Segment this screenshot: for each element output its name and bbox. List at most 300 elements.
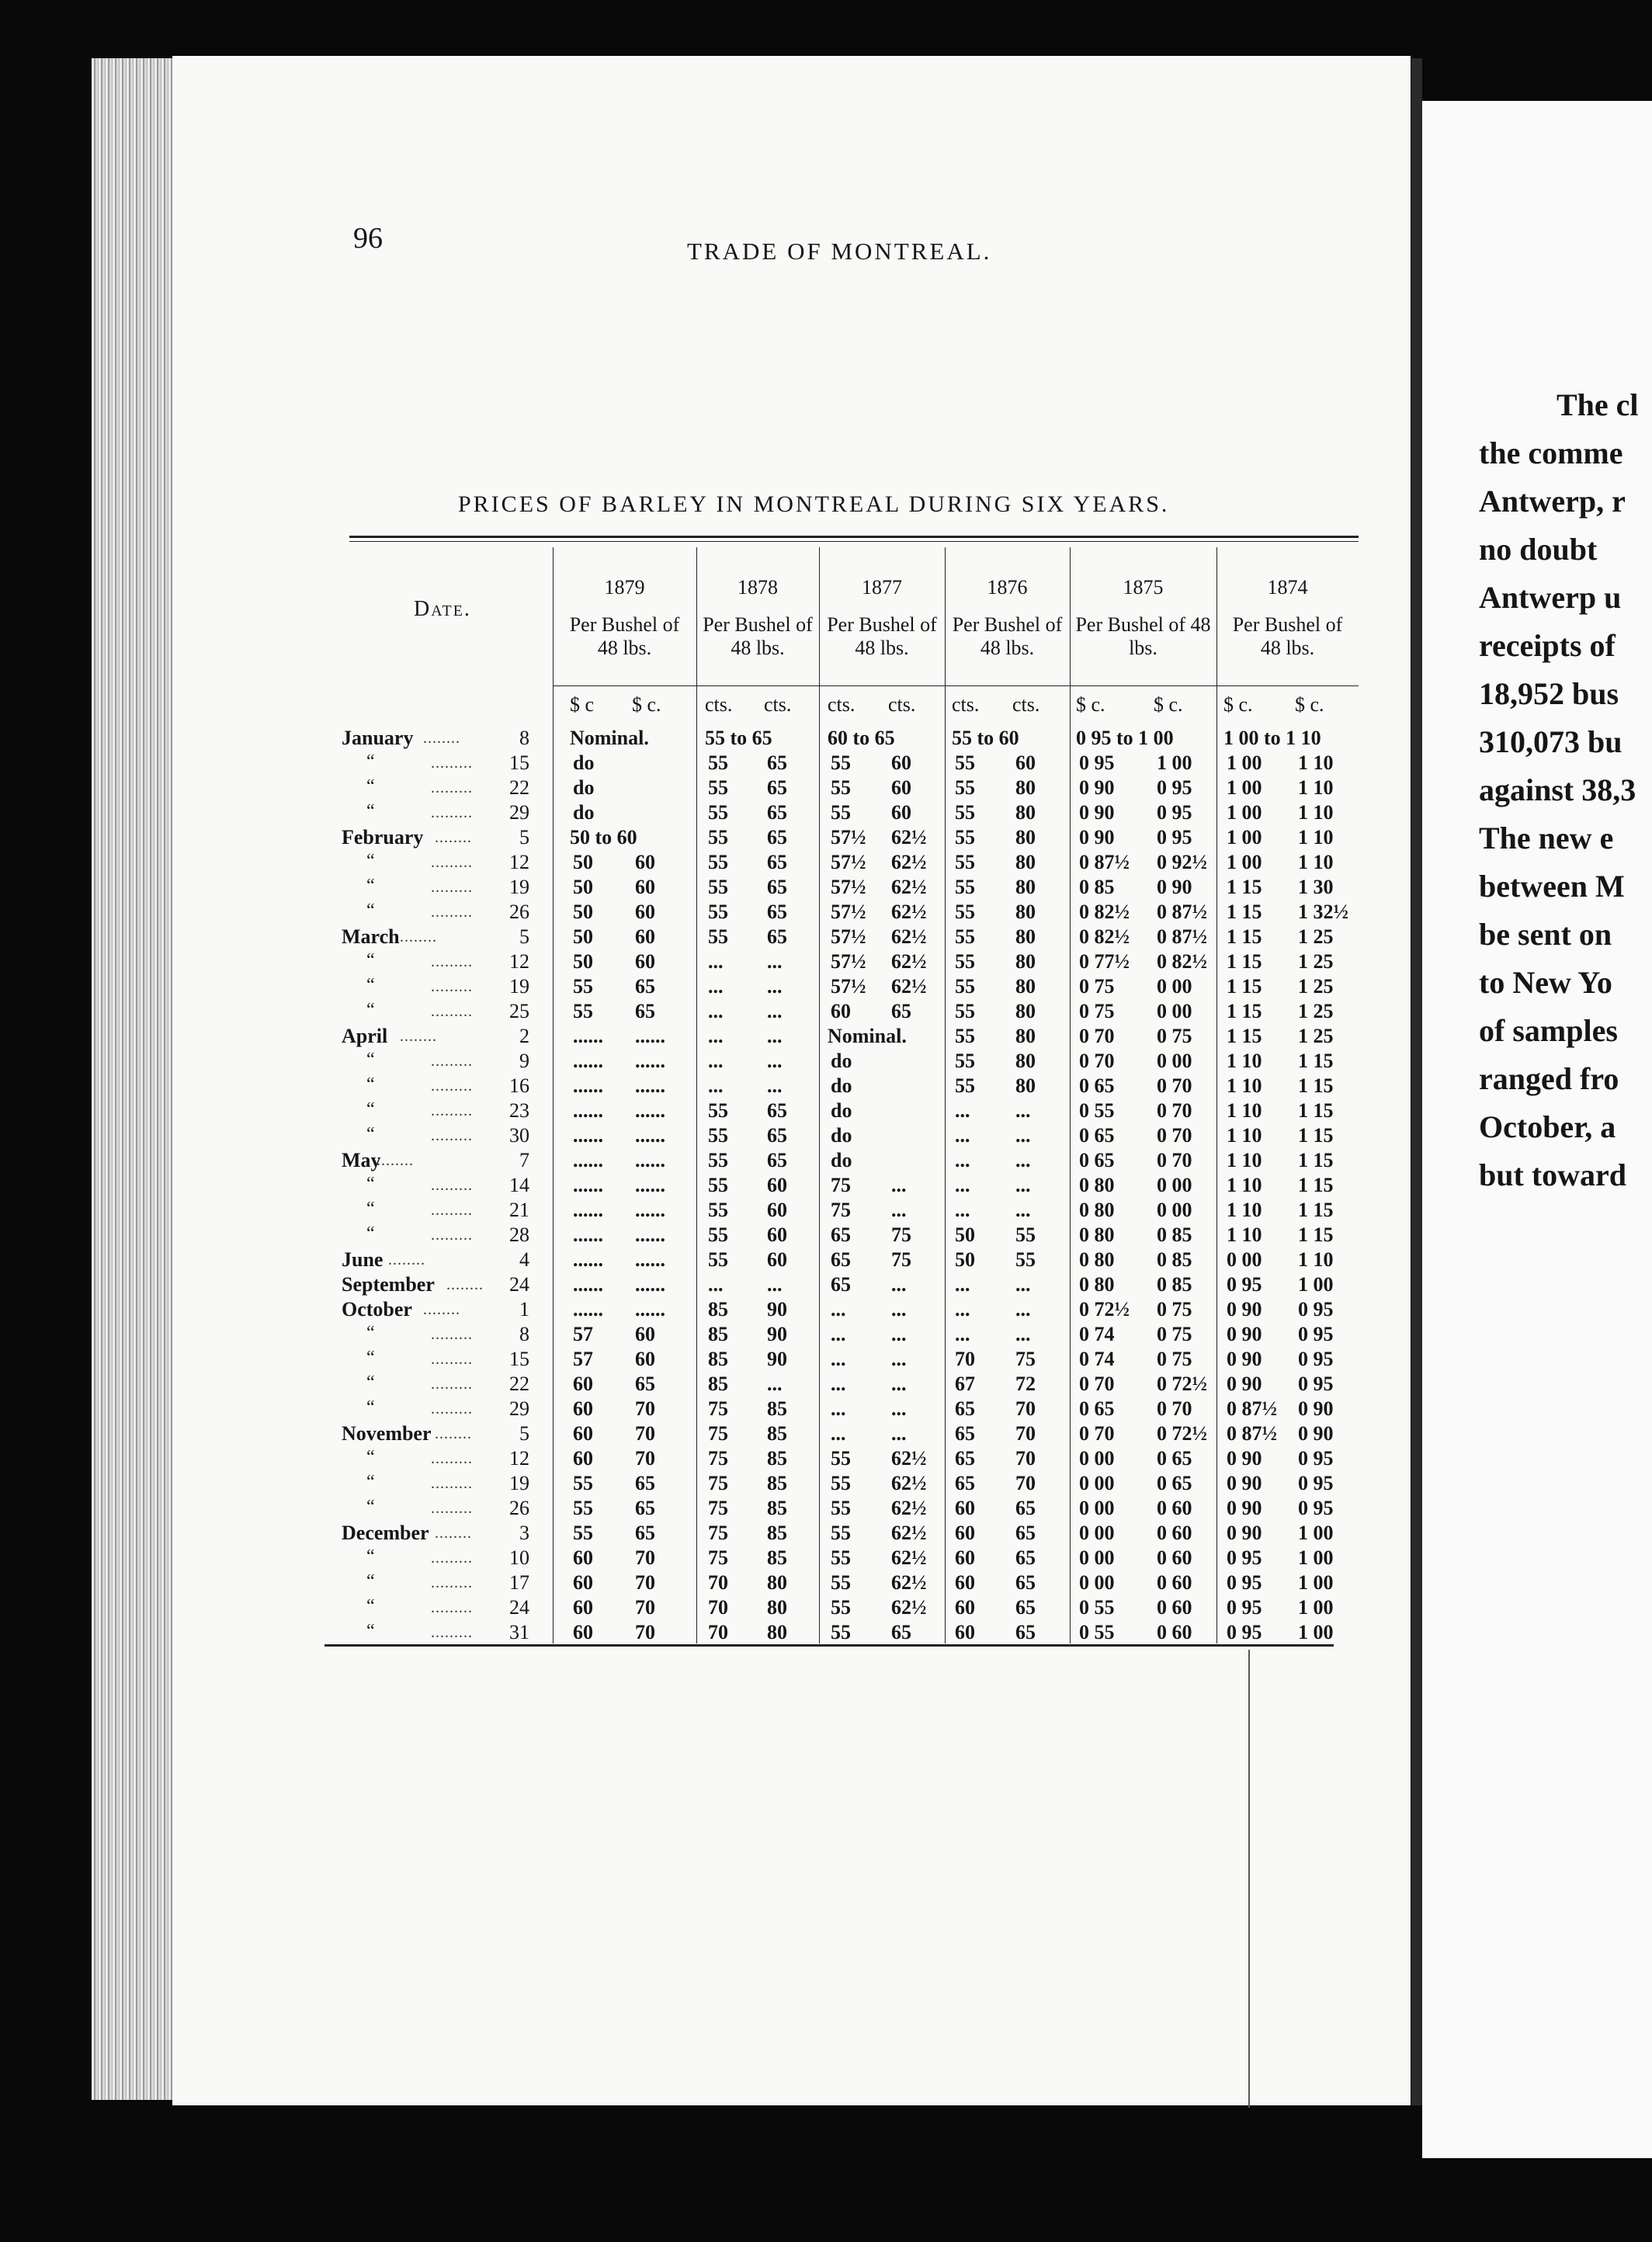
price-cell: 55 <box>831 1447 851 1470</box>
price-cell: 0 70 <box>1079 1422 1115 1445</box>
price-cell: 60 <box>767 1199 787 1221</box>
price-cell: 55 <box>708 876 728 898</box>
leader-dots: ......... <box>431 904 473 921</box>
price-cell: ...... <box>573 1149 603 1171</box>
price-cell: 90 <box>767 1323 787 1345</box>
price-cell: ...... <box>635 1074 665 1097</box>
year-header: 1875 <box>1123 576 1164 599</box>
price-cell: 70 <box>635 1571 655 1594</box>
price-cell: 55 <box>831 801 851 824</box>
leader-dots: ......... <box>431 755 473 772</box>
price-cell: 1 30 <box>1298 876 1334 898</box>
price-cell: ...... <box>635 1223 665 1246</box>
date-ditto-mark: “ <box>366 950 375 970</box>
date-day: 8 <box>519 1323 529 1345</box>
price-cell: 65 <box>767 801 787 824</box>
right-page-line: but toward <box>1479 1157 1627 1192</box>
price-cell: ... <box>767 975 783 998</box>
price-cell: 50 <box>573 925 593 948</box>
leader-dots: ......... <box>431 1550 473 1567</box>
price-cell: ... <box>708 1273 724 1296</box>
price-cell: 1 10 <box>1227 1199 1262 1221</box>
price-cell: 60 <box>955 1522 975 1544</box>
price-cell: 75 <box>708 1397 728 1420</box>
price-cell: 50 <box>955 1223 975 1246</box>
price-cell: 50 <box>573 851 593 873</box>
price-cell: ... <box>831 1373 846 1395</box>
price-cell: 0 95 <box>1227 1273 1262 1296</box>
price-cell: 85 <box>767 1472 787 1494</box>
price-cell: 1 15 <box>1227 901 1262 923</box>
price-cell: 0 80 <box>1079 1223 1115 1246</box>
price-cell: 65 <box>635 1472 655 1494</box>
price-cell: 75 <box>1015 1348 1036 1370</box>
money-unit-label: $ c. <box>1295 693 1324 716</box>
price-cell: 65 <box>891 1621 911 1643</box>
price-cell: 55 <box>831 751 851 774</box>
price-cell: 70 <box>635 1397 655 1420</box>
price-cell: 55 <box>955 801 975 824</box>
price-cell: 65 <box>1015 1497 1036 1519</box>
price-cell: 0 65 <box>1079 1397 1115 1420</box>
price-cell: 0 95 <box>1298 1373 1334 1395</box>
price-cell: ...... <box>635 1174 665 1196</box>
price-cell: 62½ <box>891 1522 927 1544</box>
price-cell: 0 85 <box>1157 1223 1192 1246</box>
date-ditto-mark: “ <box>366 1472 375 1492</box>
price-cell: 65 <box>831 1273 851 1296</box>
price-cell: 1 10 <box>1298 801 1334 824</box>
price-cell: 55 <box>1015 1223 1036 1246</box>
price-cell: 0 80 <box>1079 1248 1115 1271</box>
price-cell: 75 <box>831 1174 851 1196</box>
price-cell: 0 87½ <box>1227 1397 1277 1420</box>
price-cell: 1 00 <box>1227 801 1262 824</box>
price-cell: 60 <box>635 925 655 948</box>
price-cell: 62½ <box>891 1571 927 1594</box>
price-cell: 60 <box>573 1373 593 1395</box>
leader-dots: ........ <box>400 928 437 946</box>
price-cell: 70 <box>708 1621 728 1643</box>
price-cell: 1 32½ <box>1298 901 1348 923</box>
price-cell: 55 <box>955 876 975 898</box>
price-cell: ... <box>891 1273 907 1296</box>
price-cell: 65 <box>767 751 787 774</box>
date-day: 5 <box>519 925 529 948</box>
price-cell: 0 60 <box>1157 1497 1192 1519</box>
price-cell: 70 <box>635 1596 655 1619</box>
price-cell: 90 <box>767 1348 787 1370</box>
price-cell: 1 10 <box>1227 1124 1262 1147</box>
price-cell: 55 <box>955 975 975 998</box>
price-cell: 0 00 <box>1157 1050 1192 1072</box>
price-cell: 0 90 <box>1298 1397 1334 1420</box>
price-cell: 1 10 <box>1227 1099 1262 1122</box>
date-day: 16 <box>509 1074 529 1097</box>
date-ditto-mark: “ <box>366 1050 375 1070</box>
price-cell: 55 <box>573 1522 593 1544</box>
price-cell: 57½ <box>831 851 866 873</box>
price-cell: 60 <box>573 1397 593 1420</box>
price-cell: 0 55 <box>1079 1621 1115 1643</box>
date-day: 24 <box>509 1273 529 1296</box>
price-cell: 70 <box>1015 1447 1036 1470</box>
price-cell: 0 95 <box>1227 1546 1262 1569</box>
price-cell: 57½ <box>831 975 866 998</box>
date-month: October <box>342 1298 412 1321</box>
price-cell: 65 <box>767 1099 787 1122</box>
date-ditto-mark: “ <box>366 1323 375 1343</box>
price-cell: 57½ <box>831 950 866 973</box>
leader-dots: ......... <box>431 1326 473 1343</box>
price-cell: 0 87½ <box>1157 925 1207 948</box>
price-cell: 60 <box>635 1348 655 1370</box>
price-cell: 60 <box>891 801 911 824</box>
right-page-line: receipts of <box>1479 628 1616 663</box>
price-cell: 57½ <box>831 925 866 948</box>
price-cell: ... <box>955 1124 970 1147</box>
price-cell: 0 60 <box>1157 1571 1192 1594</box>
unit-header: Per Bushel of 48 lbs. <box>952 613 1063 659</box>
date-month: April <box>342 1025 388 1047</box>
price-cell: 1 10 <box>1227 1174 1262 1196</box>
price-cell: ...... <box>573 1025 603 1047</box>
price-cell: ...... <box>573 1074 603 1097</box>
price-cell: 50 <box>573 876 593 898</box>
price-cell: 0 00 <box>1157 975 1192 998</box>
date-ditto-mark: “ <box>366 776 375 796</box>
price-cell: 1 00 <box>1227 751 1262 774</box>
price-cell: 60 <box>955 1621 975 1643</box>
price-cell: 0 70 <box>1157 1149 1192 1171</box>
price-cell: ... <box>708 1074 724 1097</box>
price-cell: 57 <box>573 1323 593 1345</box>
date-month: March <box>342 925 400 948</box>
price-cell: 62½ <box>891 826 927 849</box>
date-month: February <box>342 826 424 849</box>
price-cell: 60 <box>573 1422 593 1445</box>
price-cell: ... <box>1015 1174 1031 1196</box>
price-cell: ...... <box>635 1273 665 1296</box>
price-cell: 0 70 <box>1079 1025 1115 1047</box>
price-cell: 0 85 <box>1079 876 1115 898</box>
price-cell: 55 <box>831 1621 851 1643</box>
price-cell: 0 95 <box>1227 1596 1262 1619</box>
price-cell: ... <box>1015 1149 1031 1171</box>
price-cell: 60 <box>573 1546 593 1569</box>
price-cell: ...... <box>635 1199 665 1221</box>
price-cell: 0 00 <box>1157 1174 1192 1196</box>
price-cell: ...... <box>573 1050 603 1072</box>
price-cell: 55 <box>955 826 975 849</box>
date-day: 29 <box>509 801 529 824</box>
date-ditto-mark: “ <box>366 876 375 896</box>
price-cell: ... <box>955 1273 970 1296</box>
leader-dots: ........ <box>423 730 460 747</box>
year-header: 1877 <box>862 576 902 599</box>
price-cell: 1 25 <box>1298 975 1334 998</box>
column-rule <box>1070 547 1071 1643</box>
price-cell: 1 00 <box>1298 1546 1334 1569</box>
leader-dots: ........ <box>423 1301 460 1318</box>
price-cell: 0 72½ <box>1157 1422 1207 1445</box>
price-cell: 0 95 <box>1298 1298 1334 1321</box>
price-cell: 75 <box>708 1546 728 1569</box>
date-day: 7 <box>519 1149 529 1171</box>
price-cell: 65 <box>767 1124 787 1147</box>
date-ditto-mark: “ <box>366 851 375 871</box>
date-day: 24 <box>509 1596 529 1619</box>
price-cell: 0 85 <box>1157 1248 1192 1271</box>
price-cell: 1 00 <box>1227 851 1262 873</box>
price-cell: 62½ <box>891 876 927 898</box>
date-ditto-mark: “ <box>366 1546 375 1567</box>
price-cell: 57 <box>573 1348 593 1370</box>
money-unit-label: cts. <box>888 693 916 716</box>
price-cell: 0 75 <box>1079 975 1115 998</box>
price-cell: 55 <box>831 1472 851 1494</box>
price-cell: 1 00 to 1 10 <box>1223 727 1321 749</box>
price-cell: 80 <box>1015 1025 1036 1047</box>
price-cell: do <box>573 801 595 824</box>
money-unit-label: $ c. <box>632 693 661 716</box>
price-cell: 0 65 <box>1079 1124 1115 1147</box>
price-cell: 0 95 <box>1298 1497 1334 1519</box>
price-cell: 0 74 <box>1079 1323 1115 1345</box>
price-cell: 65 <box>767 925 787 948</box>
price-cell: 60 <box>891 776 911 799</box>
price-cell: 65 <box>831 1223 851 1246</box>
price-cell: 65 <box>1015 1571 1036 1594</box>
right-page-line: no doubt <box>1479 532 1598 567</box>
right-page-line: Antwerp u <box>1479 580 1622 615</box>
price-cell: 85 <box>767 1397 787 1420</box>
price-cell: 85 <box>767 1497 787 1519</box>
price-cell: 0 90 <box>1227 1373 1262 1395</box>
date-day: 25 <box>509 1000 529 1022</box>
price-cell: 60 <box>635 876 655 898</box>
date-month: January <box>342 727 414 749</box>
price-cell: 62½ <box>891 925 927 948</box>
date-day: 5 <box>519 826 529 849</box>
price-cell: 55 <box>831 1546 851 1569</box>
price-cell: ...... <box>573 1298 603 1321</box>
price-cell: ...... <box>635 1124 665 1147</box>
money-unit-label: $ c. <box>1076 693 1105 716</box>
money-unit-label: $ c. <box>1154 693 1183 716</box>
leader-dots: ......... <box>431 1127 473 1144</box>
price-cell: 1 10 <box>1227 1050 1262 1072</box>
price-cell: 55 <box>708 801 728 824</box>
price-cell: 60 <box>635 901 655 923</box>
leader-dots: ......... <box>431 1574 473 1591</box>
date-header: Date. <box>414 597 471 621</box>
price-cell: 55 <box>831 1522 851 1544</box>
price-cell: 0 95 <box>1227 1621 1262 1643</box>
unit-header: Per Bushel of 48 lbs. <box>703 613 813 659</box>
price-cell: 1 15 <box>1227 950 1262 973</box>
price-cell: 60 <box>955 1546 975 1569</box>
price-cell: 75 <box>708 1497 728 1519</box>
price-cell: 0 00 <box>1079 1447 1115 1470</box>
right-page-line: 310,073 bu <box>1479 724 1622 759</box>
price-cell: 60 <box>635 1323 655 1345</box>
price-cell: 80 <box>767 1596 787 1619</box>
leader-dots: ......... <box>431 1624 473 1641</box>
price-cell: 1 00 <box>1157 751 1192 774</box>
price-cell: ... <box>955 1323 970 1345</box>
price-cell: ... <box>767 950 783 973</box>
price-cell: 70 <box>635 1546 655 1569</box>
price-cell: do <box>573 751 595 774</box>
price-cell: 65 <box>955 1472 975 1494</box>
price-cell: 0 75 <box>1157 1298 1192 1321</box>
date-day: 12 <box>509 1447 529 1470</box>
price-cell: 0 00 <box>1079 1472 1115 1494</box>
price-cell: ... <box>708 1025 724 1047</box>
price-cell: 0 74 <box>1079 1348 1115 1370</box>
price-cell: 60 <box>955 1497 975 1519</box>
price-cell: 1 15 <box>1298 1050 1334 1072</box>
price-cell: 0 92½ <box>1157 851 1207 873</box>
price-cell: 0 80 <box>1079 1273 1115 1296</box>
price-cell: ...... <box>635 1248 665 1271</box>
price-cell: ... <box>708 1000 724 1022</box>
price-cell: 0 90 <box>1227 1497 1262 1519</box>
price-cell: 0 75 <box>1157 1348 1192 1370</box>
price-cell: 0 90 <box>1227 1447 1262 1470</box>
price-cell: ... <box>1015 1298 1031 1321</box>
unit-header: Per Bushel of 48 lbs. <box>1232 613 1343 659</box>
price-cell: 75 <box>891 1223 911 1246</box>
price-cell: 55 <box>955 776 975 799</box>
price-cell: 65 <box>1015 1546 1036 1569</box>
price-cell: 80 <box>1015 901 1036 923</box>
price-cell: 85 <box>708 1373 728 1395</box>
price-cell: 60 <box>573 1621 593 1643</box>
price-cell: 75 <box>708 1522 728 1544</box>
price-cell: 0 00 <box>1079 1571 1115 1594</box>
date-day: 12 <box>509 950 529 973</box>
leader-dots: ........ <box>377 1152 414 1169</box>
price-cell: 75 <box>708 1472 728 1494</box>
date-day: 9 <box>519 1050 529 1072</box>
price-cell: 55 <box>573 1472 593 1494</box>
price-cell: do <box>831 1149 852 1171</box>
price-cell: ... <box>1015 1124 1031 1147</box>
price-cell: ...... <box>573 1099 603 1122</box>
leader-dots: ......... <box>431 1202 473 1219</box>
price-cell: 1 10 <box>1298 826 1334 849</box>
year-header: 1874 <box>1267 576 1308 599</box>
price-cell: 80 <box>1015 876 1036 898</box>
date-ditto-mark: “ <box>366 801 375 821</box>
price-cell: 0 95 <box>1079 751 1115 774</box>
date-ditto-mark: “ <box>366 1348 375 1368</box>
price-cell: 55 <box>955 925 975 948</box>
year-header: 1878 <box>738 576 778 599</box>
price-cell: 0 95 <box>1298 1472 1334 1494</box>
price-cell: Nominal. <box>570 727 649 749</box>
column-rule <box>1216 547 1217 1643</box>
price-cell: 0 90 <box>1079 826 1115 849</box>
price-cell: 62½ <box>891 975 927 998</box>
date-day: 31 <box>509 1621 529 1643</box>
price-cell: 0 90 <box>1227 1298 1262 1321</box>
price-cell: 1 15 <box>1298 1174 1334 1196</box>
price-cell: 60 <box>767 1223 787 1246</box>
right-page-line: The new e <box>1479 821 1614 856</box>
price-cell: 65 <box>767 826 787 849</box>
price-cell: 62½ <box>891 950 927 973</box>
right-page-line: Antwerp, r <box>1479 484 1626 519</box>
price-cell: 70 <box>1015 1422 1036 1445</box>
price-cell: 55 <box>708 776 728 799</box>
price-cell: 55 <box>708 1199 728 1221</box>
price-cell: 0 00 <box>1079 1546 1115 1569</box>
price-cell: 55 <box>573 1000 593 1022</box>
price-cell: 65 <box>635 1497 655 1519</box>
price-cell: ...... <box>635 1149 665 1171</box>
price-cell: 55 <box>831 1571 851 1594</box>
price-cell: 57½ <box>831 901 866 923</box>
price-cell: ... <box>891 1174 907 1196</box>
price-cell: ... <box>767 1025 783 1047</box>
price-cell: 0 70 <box>1079 1373 1115 1395</box>
price-cell: 65 <box>1015 1621 1036 1643</box>
date-day: 21 <box>509 1199 529 1221</box>
price-cell: 60 <box>635 851 655 873</box>
price-cell: 65 <box>635 1000 655 1022</box>
price-cell: 60 <box>1015 751 1036 774</box>
price-cell: 55 to 65 <box>705 727 772 749</box>
price-cell: ... <box>708 1050 724 1072</box>
price-cell: 65 <box>767 1149 787 1171</box>
date-month: May <box>342 1149 381 1171</box>
leader-dots: ......... <box>431 879 473 896</box>
price-cell: 0 90 <box>1079 776 1115 799</box>
price-cell: 0 90 <box>1079 801 1115 824</box>
leader-dots: ......... <box>431 1102 473 1119</box>
price-cell: 55 <box>831 1497 851 1519</box>
price-cell: 0 00 <box>1079 1522 1115 1544</box>
date-month: June <box>342 1248 384 1271</box>
price-cell: 0 87½ <box>1079 851 1130 873</box>
leader-dots: ........ <box>435 829 472 846</box>
price-cell: do <box>573 776 595 799</box>
price-cell: 65 <box>1015 1522 1036 1544</box>
price-cell: 75 <box>708 1447 728 1470</box>
price-cell: ... <box>891 1397 907 1420</box>
running-head: TRADE OF MONTREAL. <box>687 238 992 265</box>
price-cell: 1 15 <box>1298 1074 1334 1097</box>
price-cell: 1 10 <box>1298 751 1334 774</box>
price-cell: 1 10 <box>1298 776 1334 799</box>
price-cell: 65 <box>767 851 787 873</box>
table-top-rule <box>349 536 1359 538</box>
price-cell: 90 <box>767 1298 787 1321</box>
price-cell: 0 82½ <box>1079 901 1130 923</box>
price-cell: 80 <box>1015 925 1036 948</box>
price-cell: 60 <box>955 1596 975 1619</box>
price-cell: ... <box>708 950 724 973</box>
date-ditto-mark: “ <box>366 1571 375 1591</box>
price-cell: ... <box>891 1422 907 1445</box>
price-cell: 60 <box>955 1571 975 1594</box>
price-cell: 1 00 <box>1298 1621 1334 1643</box>
price-cell: 0 55 <box>1079 1596 1115 1619</box>
price-cell: 75 <box>708 1422 728 1445</box>
